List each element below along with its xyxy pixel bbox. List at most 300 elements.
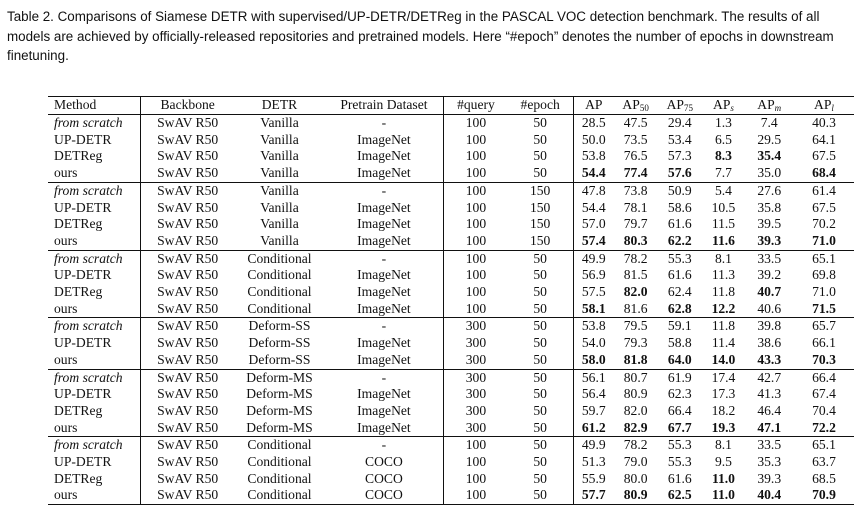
table-row <box>48 250 854 267</box>
cell-ap: 56.9 <box>573 267 614 284</box>
cell-query: 300 <box>444 403 508 420</box>
cell-ap75: 55.3 <box>657 250 702 267</box>
cell-epoch: 50 <box>508 250 573 267</box>
cell-query: 100 <box>444 216 508 233</box>
cell-query: 300 <box>444 420 508 437</box>
cell-apm: 35.3 <box>757 454 782 470</box>
cell-method: UP-DETR <box>54 267 112 283</box>
cell-backbone: SwAV R50 <box>141 267 235 284</box>
cell-ap75: 59.1 <box>657 318 702 335</box>
table-row <box>48 352 854 369</box>
cell-detr: Deform-SS <box>248 335 311 351</box>
cell-epoch: 150 <box>529 232 551 248</box>
cell-apm: 35.8 <box>757 199 782 215</box>
cell-method: from scratch <box>48 250 141 267</box>
cell-epoch: 50 <box>508 369 573 386</box>
cell-pretrain-dataset: - <box>325 318 444 335</box>
table-row <box>48 301 854 318</box>
table-row <box>48 284 854 301</box>
table-row <box>48 165 854 182</box>
cell-ap75: 61.6 <box>667 216 692 232</box>
cell-pretrain-dataset: ImageNet <box>357 267 411 283</box>
cell-apl: 63.7 <box>812 454 836 470</box>
cell-ap75: 67.7 <box>667 419 692 435</box>
cell-detr: Vanilla <box>260 131 299 147</box>
cell-pretrain-dataset: ImageNet <box>357 165 411 181</box>
cell-apm: 42.7 <box>745 369 794 386</box>
table-row <box>48 318 854 335</box>
table-row <box>48 182 854 199</box>
cell-apl: 67.5 <box>812 148 836 164</box>
cell-backbone: SwAV R50 <box>141 148 235 165</box>
cell-ap75: 61.9 <box>657 369 702 386</box>
cell-backbone: SwAV R50 <box>141 352 235 369</box>
cell-detr: Deform-MS <box>246 419 313 435</box>
cell-detr: Deform-SS <box>248 351 311 367</box>
cell-ap: 53.8 <box>573 318 614 335</box>
cell-query: 300 <box>444 369 508 386</box>
cell-ap75: 62.5 <box>657 487 702 504</box>
cell-method: UP-DETR <box>54 386 112 402</box>
cell-query: 300 <box>444 352 508 369</box>
cell-ap50: 82.9 <box>623 419 648 435</box>
cell-epoch: 50 <box>533 148 547 164</box>
cell-aps: 7.7 <box>714 165 732 181</box>
cell-apm: 39.3 <box>757 470 782 486</box>
cell-apl: 65.1 <box>794 250 854 267</box>
cell-detr: Vanilla <box>260 232 299 248</box>
table-body <box>48 115 854 505</box>
cell-detr: Vanilla <box>260 199 299 215</box>
cell-apl: 61.4 <box>794 182 854 199</box>
cell-ap: 57.7 <box>573 487 614 504</box>
cell-epoch: 50 <box>533 402 547 418</box>
cell-query: 100 <box>444 284 508 301</box>
cell-ap: 59.7 <box>573 403 614 420</box>
cell-apm: 41.3 <box>757 386 782 402</box>
cell-ap75: 61.6 <box>667 267 692 283</box>
header-row <box>48 97 854 115</box>
cell-detr: Vanilla <box>234 115 324 132</box>
cell-method: from scratch <box>48 369 141 386</box>
cell-method: DETReg <box>54 470 103 486</box>
cell-apm: 35.0 <box>757 165 782 181</box>
cell-query: 100 <box>444 233 508 250</box>
cell-apm: 35.4 <box>757 148 782 164</box>
table-row <box>48 454 854 471</box>
cell-method: DETReg <box>54 148 103 164</box>
cell-ap75: 62.3 <box>667 386 692 402</box>
results-table <box>48 96 854 505</box>
table-row <box>48 148 854 165</box>
header-ap50: $AP_{50}$ <box>614 97 657 115</box>
cell-ap75: 64.0 <box>667 351 692 367</box>
cell-query: 300 <box>444 318 508 335</box>
cell-aps: 18.2 <box>711 402 736 418</box>
cell-aps: 8.3 <box>714 148 732 164</box>
cell-ap: 54.0 <box>573 335 614 352</box>
cell-apm: 40.4 <box>745 487 794 504</box>
cell-aps: 6.5 <box>714 131 732 147</box>
table-row <box>48 487 854 504</box>
header-ap: AP <box>573 97 614 115</box>
cell-backbone: SwAV R50 <box>141 200 235 217</box>
cell-backbone: SwAV R50 <box>141 471 235 488</box>
cell-ap: 49.9 <box>573 250 614 267</box>
cell-aps: 11.5 <box>711 216 736 232</box>
cell-ap: 51.3 <box>573 454 614 471</box>
cell-detr: Conditional <box>247 300 312 316</box>
cell-ap: 49.9 <box>573 437 614 454</box>
cell-epoch: 50 <box>533 351 547 367</box>
cell-detr: Vanilla <box>260 216 299 232</box>
cell-apm: 33.5 <box>745 250 794 267</box>
cell-aps: 8.1 <box>702 437 744 454</box>
cell-aps: 11.0 <box>702 487 744 504</box>
cell-pretrain-dataset: ImageNet <box>357 419 411 435</box>
cell-aps: 17.4 <box>702 369 744 386</box>
cell-detr: Deform-MS <box>246 386 313 402</box>
cell-method: from scratch <box>48 437 141 454</box>
cell-pretrain-dataset: ImageNet <box>357 351 411 367</box>
cell-apl: 40.3 <box>794 115 854 132</box>
cell-epoch: 50 <box>508 318 573 335</box>
cell-apl: 71.5 <box>812 300 836 316</box>
cell-backbone: SwAV R50 <box>141 437 235 454</box>
cell-ap75: 62.2 <box>667 232 692 248</box>
cell-method: from scratch <box>48 115 141 132</box>
cell-epoch: 50 <box>533 386 547 402</box>
cell-pretrain-dataset: COCO <box>325 487 444 504</box>
cell-query: 100 <box>444 200 508 217</box>
cell-detr: Conditional <box>247 454 312 470</box>
cell-query: 100 <box>444 471 508 488</box>
cell-apl: 67.5 <box>812 199 836 215</box>
cell-aps: 11.6 <box>711 232 735 248</box>
cell-ap75: 57.6 <box>667 165 692 181</box>
cell-ap75: 50.9 <box>657 182 702 199</box>
cell-detr: Conditional <box>247 267 312 283</box>
cell-apm: 33.5 <box>745 437 794 454</box>
cell-aps: 11.8 <box>702 318 744 335</box>
cell-aps: 17.3 <box>711 386 736 402</box>
cell-detr: Conditional <box>247 284 312 300</box>
cell-backbone: SwAV R50 <box>141 182 235 199</box>
cell-backbone: SwAV R50 <box>141 369 235 386</box>
cell-ap75: 29.4 <box>657 115 702 132</box>
cell-apl: 65.1 <box>794 437 854 454</box>
cell-ap50: 77.4 <box>623 165 648 181</box>
cell-epoch: 50 <box>533 267 547 283</box>
cell-aps: 12.2 <box>711 300 736 316</box>
cell-pretrain-dataset: ImageNet <box>357 335 411 351</box>
cell-query: 300 <box>444 335 508 352</box>
table-row <box>48 216 854 233</box>
cell-apm: 40.6 <box>757 300 782 316</box>
cell-apm: 39.5 <box>757 216 782 232</box>
table-row <box>48 437 854 454</box>
cell-backbone: SwAV R50 <box>141 132 235 149</box>
cell-ap50: 73.5 <box>623 131 648 147</box>
cell-ap: 50.0 <box>573 132 614 149</box>
cell-ap: 54.4 <box>573 200 614 217</box>
cell-apl: 71.0 <box>812 232 836 248</box>
cell-backbone: SwAV R50 <box>141 335 235 352</box>
cell-query: 100 <box>444 148 508 165</box>
cell-aps: 9.5 <box>714 454 732 470</box>
cell-backbone: SwAV R50 <box>141 487 235 504</box>
cell-ap: 55.9 <box>573 471 614 488</box>
cell-ap75: 58.6 <box>667 199 692 215</box>
cell-apl: 68.4 <box>812 165 836 181</box>
header-apm: $AP_m$ <box>745 97 794 115</box>
cell-apm: 38.6 <box>757 335 782 351</box>
cell-method: ours <box>54 351 78 367</box>
cell-apl: 70.9 <box>794 487 854 504</box>
cell-ap50: 82.0 <box>623 284 648 300</box>
table-row <box>48 369 854 386</box>
table-row <box>48 386 854 403</box>
cell-pretrain-dataset: ImageNet <box>357 232 411 248</box>
cell-ap: 56.4 <box>573 386 614 403</box>
cell-ap: 57.0 <box>573 216 614 233</box>
cell-backbone: SwAV R50 <box>141 420 235 437</box>
table-row <box>48 267 854 284</box>
cell-backbone: SwAV R50 <box>141 250 235 267</box>
cell-pretrain-dataset: - <box>325 250 444 267</box>
cell-detr: Conditional <box>247 470 312 486</box>
cell-method: DETReg <box>54 284 103 300</box>
cell-ap50: 79.5 <box>614 318 657 335</box>
cell-query: 100 <box>444 267 508 284</box>
cell-ap50: 78.2 <box>614 250 657 267</box>
table-row <box>48 115 854 132</box>
header-backbone: Backbone <box>141 97 235 115</box>
cell-apm: 40.7 <box>757 284 782 300</box>
cell-ap50: 80.7 <box>614 369 657 386</box>
cell-pretrain-dataset: COCO <box>365 470 403 486</box>
cell-epoch: 50 <box>533 470 547 486</box>
cell-backbone: SwAV R50 <box>141 284 235 301</box>
cell-epoch: 150 <box>529 216 551 232</box>
cell-backbone: SwAV R50 <box>141 165 235 182</box>
table-row <box>48 471 854 488</box>
cell-detr: Vanilla <box>260 165 299 181</box>
cell-aps: 11.8 <box>711 284 736 300</box>
cell-ap50: 80.3 <box>623 232 648 248</box>
cell-ap75: 58.8 <box>667 335 692 351</box>
cell-apl: 70.3 <box>812 351 836 367</box>
cell-pretrain-dataset: COCO <box>365 454 403 470</box>
cell-apl: 66.4 <box>794 369 854 386</box>
cell-pretrain-dataset: - <box>325 115 444 132</box>
cell-detr: Deform-SS <box>234 318 324 335</box>
cell-method: UP-DETR <box>54 199 112 215</box>
cell-ap75: 66.4 <box>667 402 692 418</box>
cell-epoch: 150 <box>508 182 573 199</box>
cell-aps: 10.5 <box>711 199 736 215</box>
cell-epoch: 50 <box>533 284 547 300</box>
cell-pretrain-dataset: ImageNet <box>357 148 411 164</box>
cell-ap: 53.8 <box>573 148 614 165</box>
cell-ap: 54.4 <box>573 165 614 182</box>
cell-epoch: 50 <box>533 300 547 316</box>
cell-method: DETReg <box>54 216 103 232</box>
cell-backbone: SwAV R50 <box>141 386 235 403</box>
cell-backbone: SwAV R50 <box>141 115 235 132</box>
cell-aps: 8.1 <box>702 250 744 267</box>
cell-apm: 27.6 <box>745 182 794 199</box>
header-ap75: $AP_{75}$ <box>657 97 702 115</box>
cell-backbone: SwAV R50 <box>141 318 235 335</box>
cell-detr: Conditional <box>234 437 324 454</box>
cell-pretrain-dataset: ImageNet <box>357 199 411 215</box>
cell-pretrain-dataset: ImageNet <box>357 386 411 402</box>
cell-query: 100 <box>444 454 508 471</box>
cell-epoch: 50 <box>533 131 547 147</box>
cell-method: ours <box>54 232 78 248</box>
table-row <box>48 200 854 217</box>
cell-apl: 64.1 <box>812 131 836 147</box>
table-row <box>48 335 854 352</box>
cell-apl: 67.4 <box>812 386 836 402</box>
cell-ap50: 81.5 <box>623 267 648 283</box>
cell-ap75: 62.8 <box>667 300 692 316</box>
cell-method: ours <box>54 300 78 316</box>
table-row <box>48 233 854 250</box>
cell-detr: Conditional <box>234 250 324 267</box>
table-row <box>48 403 854 420</box>
cell-apl: 65.7 <box>794 318 854 335</box>
cell-apm: 39.8 <box>745 318 794 335</box>
cell-ap50: 80.9 <box>623 386 648 402</box>
cell-ap50: 80.0 <box>623 470 648 486</box>
cell-apl: 66.1 <box>812 335 836 351</box>
cell-query: 100 <box>444 132 508 149</box>
cell-detr: Vanilla <box>260 148 299 164</box>
cell-ap75: 55.3 <box>667 454 692 470</box>
header-aps: $AP_s$ <box>702 97 744 115</box>
cell-ap50: 79.7 <box>623 216 648 232</box>
cell-ap: 57.5 <box>573 284 614 301</box>
cell-apm: 47.1 <box>757 419 782 435</box>
cell-ap50: 78.2 <box>614 437 657 454</box>
cell-query: 100 <box>444 437 508 454</box>
table-row <box>48 132 854 149</box>
cell-epoch: 150 <box>529 199 551 215</box>
cell-detr: Vanilla <box>234 182 324 199</box>
cell-aps: 14.0 <box>711 351 736 367</box>
cell-ap50: 82.0 <box>623 402 648 418</box>
cell-ap: 47.8 <box>573 182 614 199</box>
table-row <box>48 420 854 437</box>
cell-pretrain-dataset: - <box>325 437 444 454</box>
header-method: Method <box>48 97 141 115</box>
cell-pretrain-dataset: ImageNet <box>357 300 411 316</box>
cell-aps: 1.3 <box>702 115 744 132</box>
header-detr: DETR <box>234 97 324 115</box>
cell-ap75: 57.3 <box>667 148 692 164</box>
cell-apl: 69.8 <box>812 267 836 283</box>
cell-apm: 7.4 <box>745 115 794 132</box>
cell-method: UP-DETR <box>54 335 112 351</box>
cell-aps: 11.4 <box>711 335 736 351</box>
cell-ap50: 47.5 <box>614 115 657 132</box>
cell-epoch: 50 <box>508 437 573 454</box>
table-caption: Table 2. Comparisons of Siamese DETR with supervised/UP-DETR/DETReg in the PASCAL VOC detection benchmark. The results of all models are achieved by officially-released repositories and pretrained models. Here “#epoch” denotes the number of epochs in downstream finetuning. <box>7 9 834 63</box>
cell-aps: 5.4 <box>702 182 744 199</box>
cell-method: UP-DETR <box>54 131 112 147</box>
header-pretrain-dataset: Pretrain Dataset <box>325 97 444 115</box>
cell-ap: 58.1 <box>573 301 614 318</box>
cell-epoch: 50 <box>508 115 573 132</box>
cell-apl: 71.0 <box>812 284 836 300</box>
cell-ap50: 78.1 <box>623 199 648 215</box>
cell-query: 100 <box>444 182 508 199</box>
cell-aps: 19.3 <box>711 419 736 435</box>
cell-method: DETReg <box>54 402 103 418</box>
cell-method: from scratch <box>48 318 141 335</box>
cell-backbone: SwAV R50 <box>141 216 235 233</box>
cell-method: from scratch <box>48 182 141 199</box>
cell-ap: 61.2 <box>573 420 614 437</box>
cell-apm: 46.4 <box>757 402 782 418</box>
cell-aps: 11.0 <box>711 470 735 486</box>
cell-ap75: 62.4 <box>667 284 692 300</box>
cell-backbone: SwAV R50 <box>141 301 235 318</box>
cell-pretrain-dataset: ImageNet <box>357 284 411 300</box>
cell-query: 300 <box>444 386 508 403</box>
cell-ap50: 79.0 <box>623 454 648 470</box>
cell-backbone: SwAV R50 <box>141 403 235 420</box>
cell-detr: Deform-MS <box>234 369 324 386</box>
cell-pretrain-dataset: - <box>325 369 444 386</box>
cell-backbone: SwAV R50 <box>141 233 235 250</box>
cell-apl: 70.2 <box>812 216 836 232</box>
cell-pretrain-dataset: - <box>325 182 444 199</box>
cell-method: ours <box>54 419 78 435</box>
cell-query: 100 <box>444 250 508 267</box>
cell-apm: 39.2 <box>757 267 782 283</box>
cell-ap75: 61.6 <box>667 470 692 486</box>
cell-apm: 39.3 <box>757 232 782 248</box>
cell-method: ours <box>48 487 141 504</box>
cell-epoch: 50 <box>533 454 547 470</box>
cell-detr: Deform-MS <box>246 402 313 418</box>
cell-backbone: SwAV R50 <box>141 454 235 471</box>
cell-ap75: 55.3 <box>657 437 702 454</box>
cell-epoch: 50 <box>533 419 547 435</box>
cell-epoch: 50 <box>533 335 547 351</box>
cell-ap75: 53.4 <box>667 131 692 147</box>
cell-epoch: 50 <box>533 165 547 181</box>
header-apl: $AP_l$ <box>794 97 854 115</box>
cell-query: 100 <box>444 115 508 132</box>
cell-ap: 56.1 <box>573 369 614 386</box>
cell-aps: 11.3 <box>711 267 736 283</box>
cell-query: 100 <box>444 165 508 182</box>
cell-ap: 57.4 <box>573 233 614 250</box>
cell-pretrain-dataset: ImageNet <box>357 216 411 232</box>
cell-apl: 68.5 <box>812 470 836 486</box>
cell-query: 100 <box>444 301 508 318</box>
cell-ap50: 76.5 <box>623 148 648 164</box>
cell-pretrain-dataset: ImageNet <box>357 402 411 418</box>
cell-ap: 28.5 <box>573 115 614 132</box>
cell-ap50: 73.8 <box>614 182 657 199</box>
header-query: #query <box>444 97 508 115</box>
cell-pretrain-dataset: ImageNet <box>357 131 411 147</box>
